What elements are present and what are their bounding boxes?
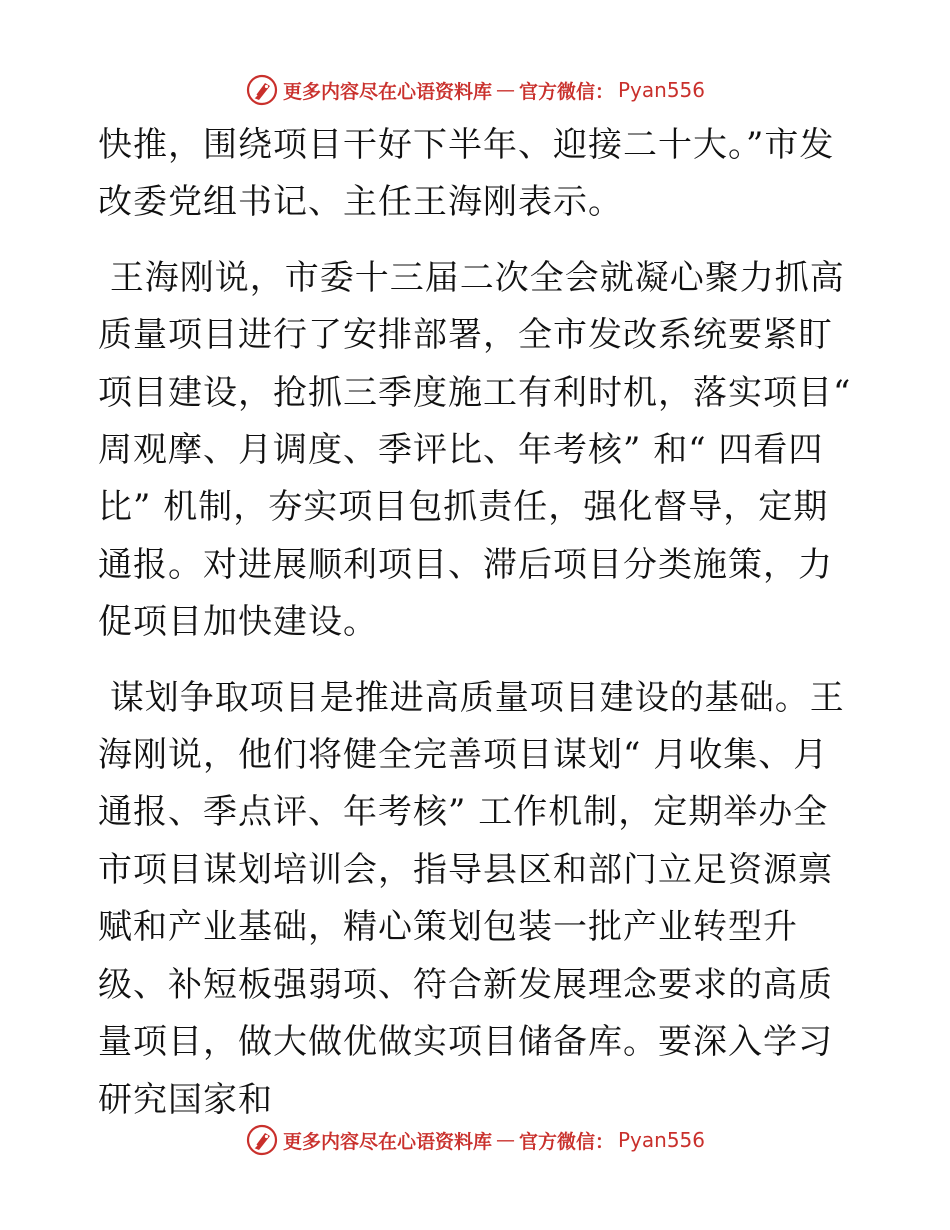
watermark-wechat-id: Pyan556 xyxy=(618,1128,706,1152)
watermark-wechat-label: 官方微信： xyxy=(518,1130,614,1153)
watermark-brand-text: 更多内容尽在心语资料库 xyxy=(282,1130,492,1153)
paragraph-1: 快推，围绕项目干好下半年、迎接二十大。”市发改委党组书记、主任王海刚表示。 xyxy=(98,125,835,223)
paragraph-2: 王海刚说，市委十三届二次全会就凝心聚力抓高质量项目进行了安排部署，全市发改系统要紧盯项目建设，抢抓三季度施工有利时机，落实项目“ 周观摩、月调度、季评比、年考核” 和“ 四看四比” 机制，夯实项目包抓责任，强化督导，定期通报。对进展顺利项目、滞后项目分类施策，力促项目加快建设。 xyxy=(98,257,864,643)
document-body xyxy=(98,117,864,1129)
watermark-brand-text: 更多内容尽在心语资料库 xyxy=(282,80,492,103)
paragraph-3: 谋划争取项目是推进高质量项目建设的基础。王海刚说，他们将健全完善项目谋划“ 月收集、月通报、季点评、年考核” 工作机制，定期举办全市项目谋划培训会，指导县区和部门立足资源禀赋和产业基础，精心策划包装一批产业转型升级、补短板强弱项、符合新发展理念要求的高质量项目，做大做优做实项目储备库。要深入学习研究国家和 xyxy=(98,677,845,1120)
pen-nib-logo-icon xyxy=(245,1123,279,1157)
footer-watermark-banner xyxy=(0,1120,950,1160)
watermark-dash: — xyxy=(495,79,515,101)
watermark-wechat-label: 官方微信： xyxy=(518,80,614,103)
header-watermark-banner xyxy=(0,70,950,110)
watermark-dash: — xyxy=(495,1129,515,1151)
watermark-wechat-id: Pyan556 xyxy=(618,78,706,102)
pen-nib-logo-icon xyxy=(245,73,279,107)
